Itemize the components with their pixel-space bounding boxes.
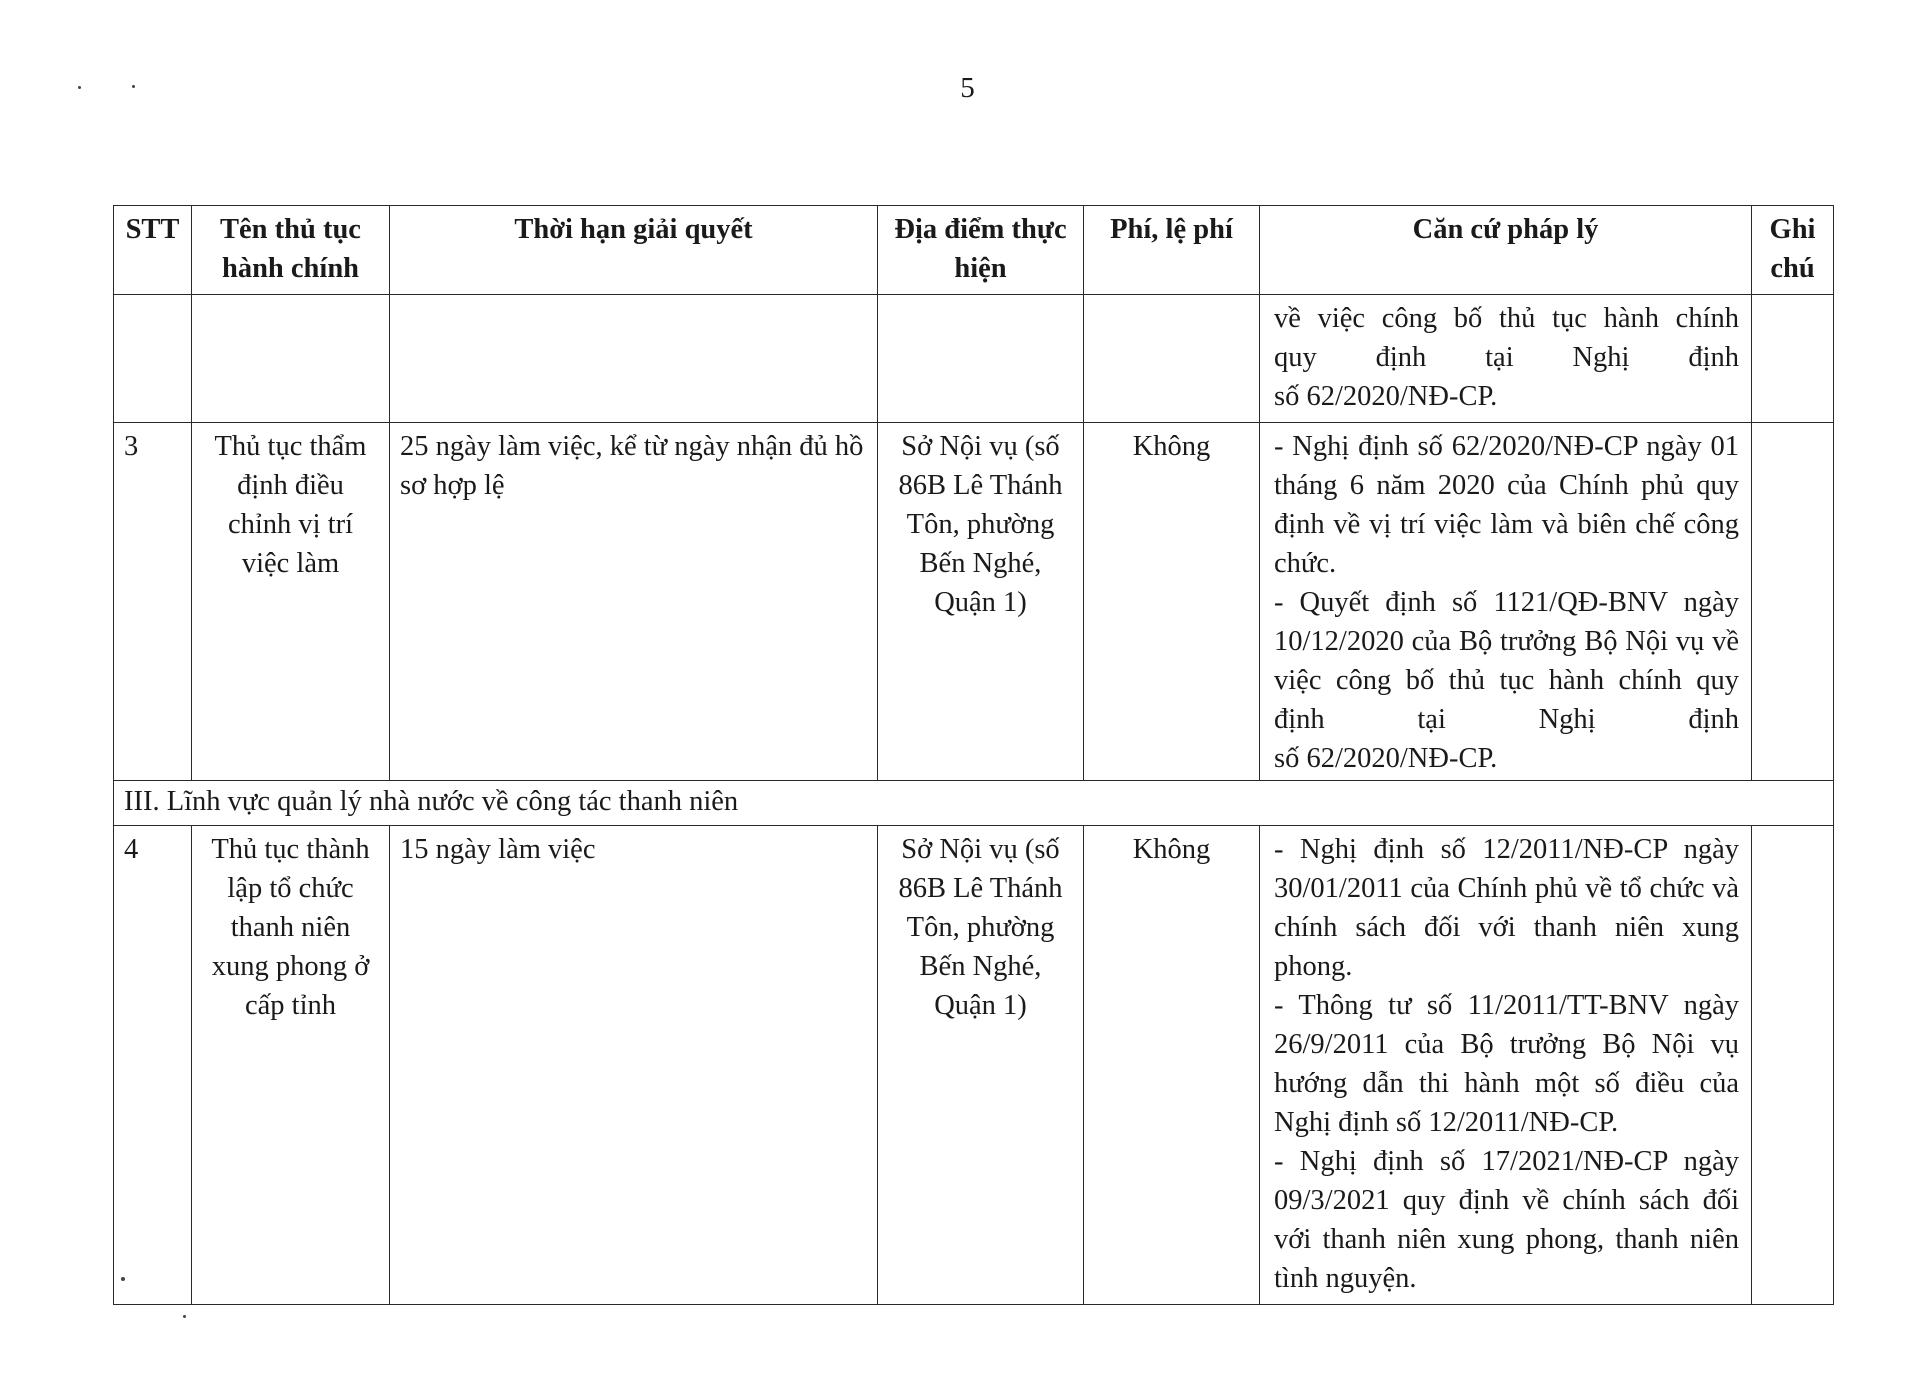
cell-legal-basis (1260, 826, 1752, 1305)
scan-speck (183, 1315, 186, 1318)
cell-legal-basis (1260, 423, 1752, 781)
cell-location (878, 295, 1084, 423)
section-title: III. Lĩnh vực quản lý nhà nước về công tác thanh niên (114, 781, 1834, 826)
cell-location: Sở Nội vụ (số 86B Lê Thánh Tôn, phường Bến Nghé, Quận 1) (878, 826, 1084, 1305)
legal-text-line: số 62/2020/NĐ-CP. (1274, 381, 1498, 412)
scan-speck (121, 1277, 125, 1281)
cell-legal-basis (1260, 295, 1752, 423)
cell-stt (114, 295, 192, 423)
table-row-3 (114, 423, 1834, 781)
cell-location: Sở Nội vụ (số 86B Lê Thánh Tôn, phường Bến Nghé, Quận 1) (878, 423, 1084, 781)
legal-item: - Nghị định số 12/2011/NĐ-CP ngày 30/01/2011 của Chính phủ về tổ chức và chính sách đối với thanh niên xung phong. (1274, 834, 1739, 982)
cell-processing-time (390, 295, 878, 423)
cell-fees (1084, 295, 1260, 423)
legal-item: - Nghị định số 17/2021/NĐ-CP ngày 09/3/2021 quy định về chính sách đối với thanh niên xung phong, thanh niên tình nguyện. (1274, 1146, 1739, 1294)
cell-fees: Không (1084, 826, 1260, 1305)
legal-text-line: về việc công bố thủ tục hành chính (1274, 303, 1739, 334)
header-notes: Ghi chú (1752, 206, 1834, 295)
header-processing-time: Thời hạn giải quyết (390, 206, 878, 295)
header-location: Địa điểm thực hiện (878, 206, 1084, 295)
cell-notes (1752, 826, 1834, 1305)
table-header-row (114, 206, 1834, 295)
administrative-procedures-table (113, 205, 1834, 1305)
scan-speck (132, 85, 135, 88)
header-procedure-name: Tên thủ tục hành chính (192, 206, 390, 295)
section-row (114, 781, 1834, 826)
cell-procedure-name: Thủ tục thẩm định điều chỉnh vị trí việc làm (192, 423, 390, 781)
cell-notes (1752, 295, 1834, 423)
table-row-continuation (114, 295, 1834, 423)
header-stt: STT (114, 206, 192, 295)
cell-stt: 4 (114, 826, 192, 1305)
cell-processing-time: 15 ngày làm việc (390, 826, 878, 1305)
cell-procedure-name: Thủ tục thành lập tổ chức thanh niên xung phong ở cấp tỉnh (192, 826, 390, 1305)
cell-fees: Không (1084, 423, 1260, 781)
legal-item: số 62/2020/NĐ-CP. (1274, 743, 1498, 774)
table-row-4 (114, 826, 1834, 1305)
legal-text-line: quy định tại Nghị định (1274, 342, 1739, 373)
cell-notes (1752, 423, 1834, 781)
header-fees: Phí, lệ phí (1084, 206, 1260, 295)
legal-item: - Quyết định số 1121/QĐ-BNV ngày 10/12/2020 của Bộ trưởng Bộ Nội vụ về việc công bố thủ tục hành chính quy định tại Nghị định (1274, 587, 1739, 735)
legal-item: - Thông tư số 11/2011/TT-BNV ngày 26/9/2011 của Bộ trưởng Bộ Nội vụ hướng dẫn thi hành một số điều của Nghị định số 12/2011/NĐ-CP. (1274, 990, 1739, 1138)
cell-processing-time: 25 ngày làm việc, kể từ ngày nhận đủ hồ sơ hợp lệ (390, 423, 878, 781)
legal-item: - Nghị định số 62/2020/NĐ-CP ngày 01 tháng 6 năm 2020 của Chính phủ quy định về vị trí việc làm và biên chế công chức. (1274, 431, 1739, 579)
page-number: 5 (960, 72, 975, 104)
cell-procedure-name (192, 295, 390, 423)
cell-stt: 3 (114, 423, 192, 781)
header-legal-basis: Căn cứ pháp lý (1260, 206, 1752, 295)
scan-speck (78, 86, 81, 89)
